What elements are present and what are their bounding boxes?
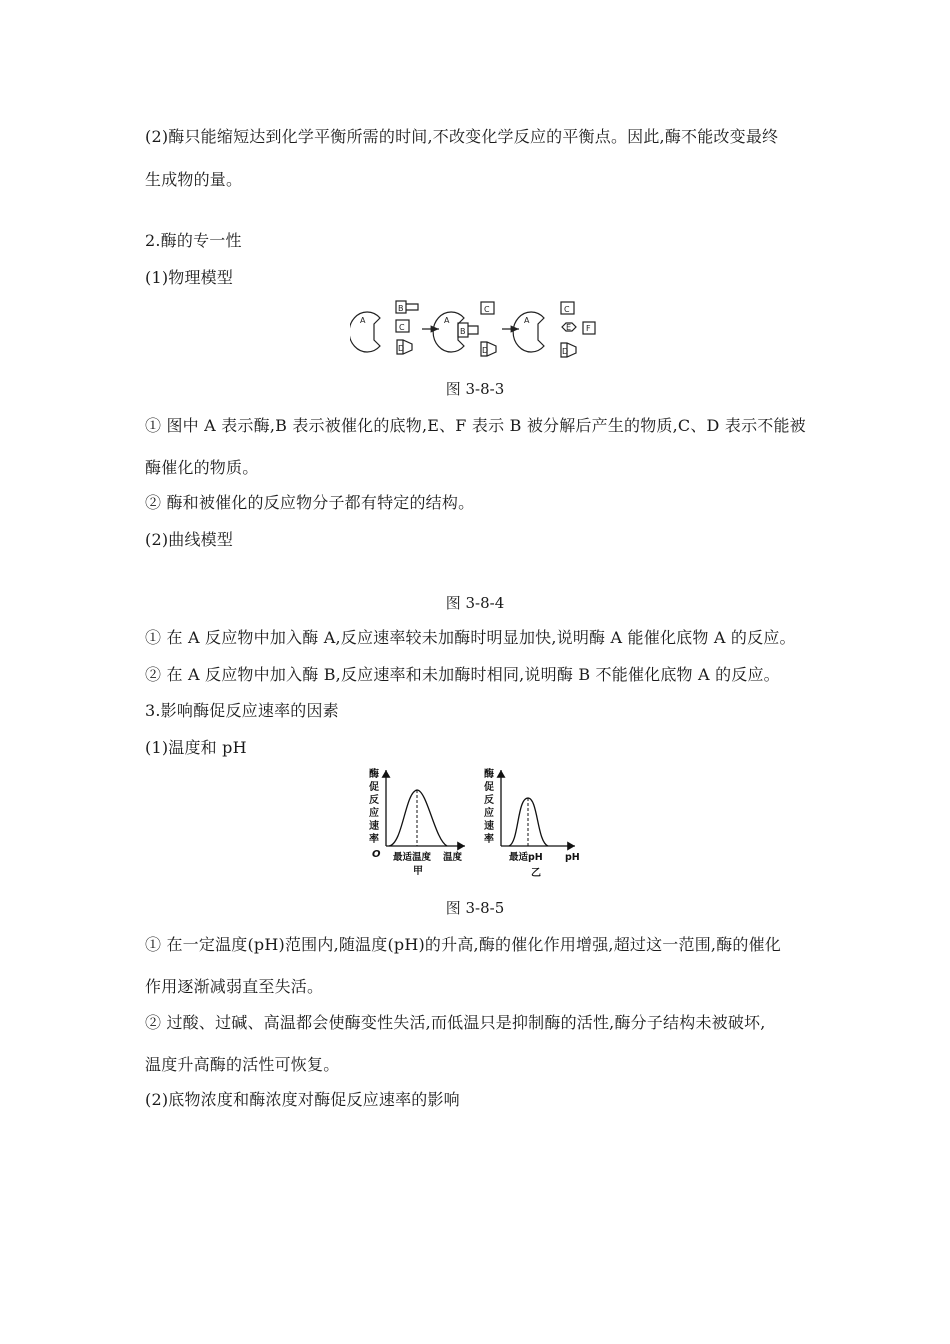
chart-name: 乙 — [531, 868, 541, 879]
x-axis-label: 温度 — [443, 852, 463, 863]
y-label-char: 反 — [369, 795, 379, 806]
peak-label: 最适pH — [509, 852, 543, 863]
chart-name: 甲 — [413, 866, 423, 877]
para-line: 作用逐渐减弱直至失活。 — [145, 977, 324, 996]
para-line: 酶催化的物质。 — [145, 458, 259, 477]
y-label-char: 酶 — [484, 769, 494, 780]
para-line: ② 酶和被催化的反应物分子都有特定的结构。 — [145, 493, 475, 512]
enzyme-specificity-figure — [350, 296, 610, 366]
label-d: D — [482, 346, 489, 355]
origin-label: O — [372, 849, 381, 860]
y-label-char: 应 — [369, 808, 379, 819]
y-label-char: 促 — [484, 782, 494, 793]
subsection-heading: (1)物理模型 — [145, 268, 234, 287]
label-d: D — [398, 344, 405, 353]
para-line: ① 在 A 反应物中加入酶 A,反应速率较未加酶时明显加快,说明酶 A 能催化底物 A 的反应。 — [145, 628, 796, 647]
temperature-ph-figure — [365, 764, 590, 882]
y-label-char: 速 — [369, 821, 379, 832]
label-a: A — [360, 316, 366, 325]
label-c: C — [399, 323, 405, 332]
y-label-char: 促 — [369, 782, 379, 793]
para-line: (2)酶只能缩短达到化学平衡所需的时间,不改变化学反应的平衡点。因此,酶不能改变最终 — [145, 127, 779, 146]
label-e: E — [566, 323, 572, 332]
y-label-char: 反 — [484, 795, 494, 806]
temperature-curve — [389, 790, 447, 846]
label-a: A — [444, 316, 450, 325]
para-line: 生成物的量。 — [145, 170, 243, 189]
para-line: 温度升高酶的活性可恢复。 — [145, 1055, 340, 1074]
subsection-heading: (2)曲线模型 — [145, 530, 234, 549]
figure-caption: 图 3-8-5 — [445, 899, 505, 917]
figure-caption: 图 3-8-4 — [445, 594, 505, 612]
label-b: B — [460, 327, 466, 336]
figure-caption: 图 3-8-3 — [445, 380, 505, 398]
y-label-char: 率 — [369, 834, 379, 845]
para-line: ① 在一定温度(pH)范围内,随温度(pH)的升高,酶的催化作用增强,超过这一范围,酶的催化 — [145, 935, 781, 954]
label-b: B — [398, 304, 404, 313]
subsection-heading: (1)温度和 pH — [145, 738, 247, 757]
para-line: ② 在 A 反应物中加入酶 B,反应速率和未加酶时相同,说明酶 B 不能催化底物 A 的反应。 — [145, 665, 780, 684]
label-c: C — [564, 305, 570, 314]
label-d: D — [562, 347, 569, 356]
x-axis-label: pH — [565, 852, 580, 863]
y-label-char: 应 — [484, 808, 494, 819]
section-heading: 2.酶的专一性 — [145, 231, 242, 250]
y-label-char: 酶 — [369, 769, 379, 780]
subsection-heading: (2)底物浓度和酶浓度对酶促反应速率的影响 — [145, 1090, 460, 1109]
y-label-char: 率 — [484, 834, 494, 845]
section-heading: 3.影响酶促反应速率的因素 — [145, 701, 339, 720]
y-label-char: 速 — [484, 821, 494, 832]
label-f: F — [586, 324, 591, 333]
label-a: A — [524, 316, 530, 325]
label-c: C — [484, 305, 490, 314]
peak-label: 最适温度 — [393, 852, 432, 863]
para-line: ① 图中 A 表示酶,B 表示被催化的底物,E、F 表示 B 被分解后产生的物质,C、D 表示不能被 — [145, 416, 806, 435]
para-line: ② 过酸、过碱、高温都会使酶变性失活,而低温只是抑制酶的活性,酶分子结构未被破坏, — [145, 1013, 766, 1032]
